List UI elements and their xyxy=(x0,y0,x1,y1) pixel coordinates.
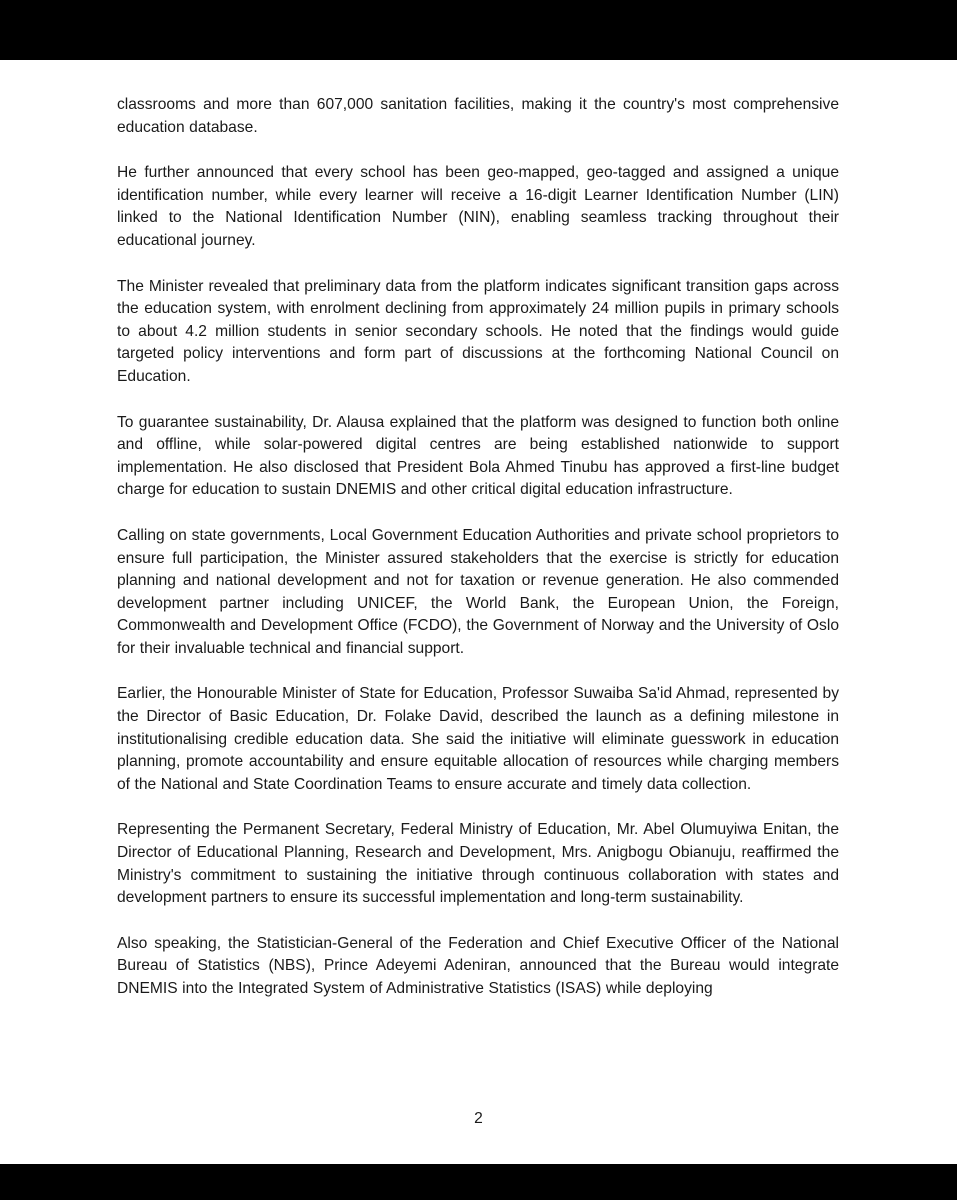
page-number: 2 xyxy=(474,1110,483,1127)
paragraph-2: He further announced that every school has been geo-mapped, geo-tagged and assigned a unique identification number, while every learner will receive a 16-digit Learner Identification Number (LIN) linked to the National Identification Number (NIN), enabling seamless tracking throughout their educational journey. xyxy=(117,164,839,249)
paragraph-3: The Minister revealed that preliminary data from the platform indicates significant transition gaps across the education system, with enrolment declining from approximately 24 million pupils in primary schools to about 4.2 million students in senior secondary schools. He noted that the findings would guide targeted policy interventions and form part of discussions at the forthcoming National Council on Education. xyxy=(117,277,839,385)
paragraph-6: Earlier, the Honourable Minister of State for Education, Professor Suwaiba Sa'id Ahmad, represented by the Director of Basic Education, Dr. Folake David, described the launch as a defining milestone in institutionalising credible education data. She said the initiative will eliminate guesswork in education planning, promote accountability and ensure equitable allocation of resources while charging members of the National and State Coordination Teams to ensure accurate and timely data collection. xyxy=(117,685,839,793)
document-page xyxy=(0,60,957,1164)
paragraph-4: To guarantee sustainability, Dr. Alausa explained that the platform was designed to function both online and offline, while solar-powered digital centres are being established nationwide to support implementation. He also disclosed that President Bola Ahmed Tinubu has approved a first-line budget charge for education to sustain DNEMIS and other critical digital education infrastructure. xyxy=(117,413,839,499)
paragraph-7: Representing the Permanent Secretary, Federal Ministry of Education, Mr. Abel Olumuyiwa Enitan, the Director of Educational Planning, Research and Development, Mrs. Anigbogu Obianuju, reaffirmed the Ministry's commitment to sustaining the initiative through continuous collaboration with states and development partners to ensure its successful implementation and long-term sustainability. xyxy=(117,821,839,907)
paragraph-1: classrooms and more than 607,000 sanitation facilities, making it the country's most comprehensive education database. xyxy=(117,96,839,136)
paragraph-5: Calling on state governments, Local Government Education Authorities and private school proprietors to ensure full participation, the Minister assured stakeholders that the exercise is strictly for education planning and national development and not for taxation or revenue generation. He also commended development partner including UNICEF, the World Bank, the European Union, the Foreign, Commonwealth and Development Office (FCDO), the Government of Norway and the University of Oslo for their invaluable technical and financial support. xyxy=(117,526,839,657)
paragraph-8: Also speaking, the Statistician-General of the Federation and Chief Executive Officer of the National Bureau of Statistics (NBS), Prince Adeyemi Adeniran, announced that the Bureau would integrate DNEMIS into the Integrated System of Administrative Statistics (ISAS) while deploying xyxy=(117,934,839,997)
